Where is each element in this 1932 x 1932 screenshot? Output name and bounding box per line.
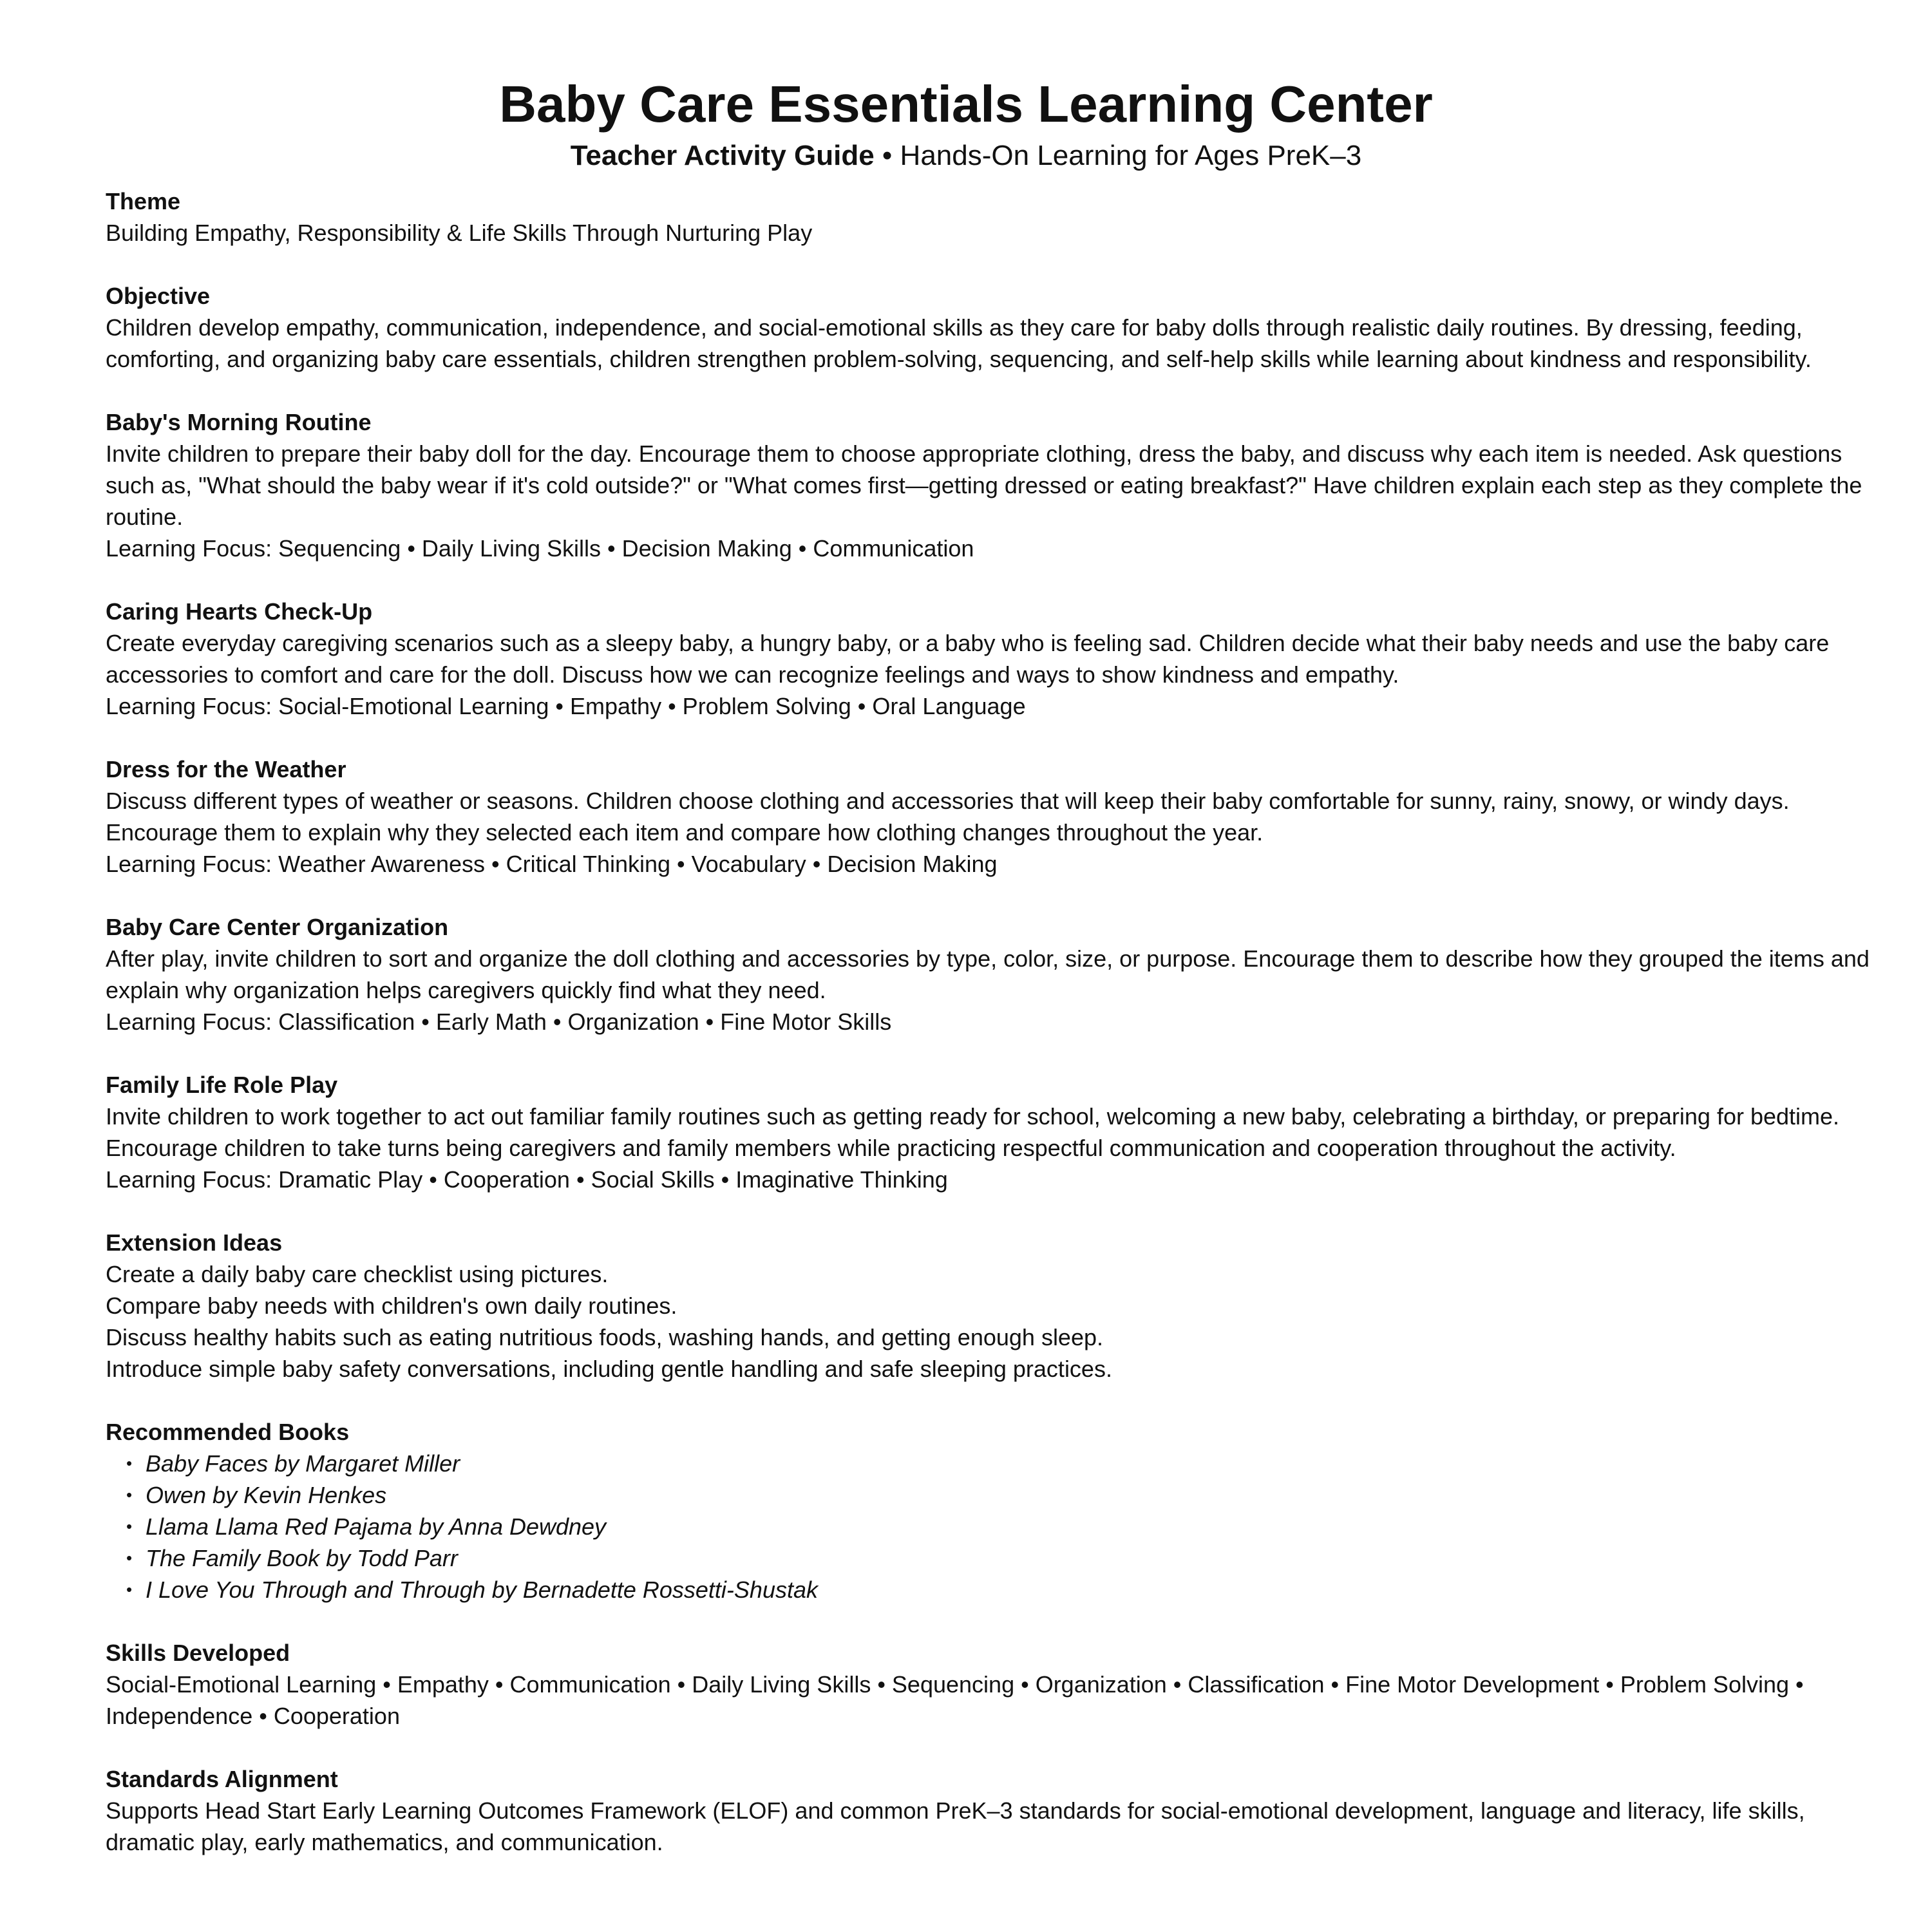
book-item: • Llama Llama Red Pajama by Anna Dewdney <box>146 1511 1870 1542</box>
activity-heading: Caring Hearts Check-Up <box>106 598 373 625</box>
standards-section <box>106 1763 1870 1858</box>
activity-description: Create everyday caregiving scenarios such as a sleepy baby, a hungry baby, or a baby who is feeling sad. Children decide what their baby needs and use the baby care accessories to comfort and care for the doll. Discuss how we can recognize feelings and ways to show kindness and empathy. <box>106 630 1830 688</box>
activity-heading: Baby's Morning Routine <box>106 409 372 435</box>
learning-focus: Learning Focus: Dramatic Play • Cooperation • Social Skills • Imaginative Thinking <box>106 1166 948 1193</box>
theme-text: Building Empathy, Responsibility & Life Skills Through Nurturing Play <box>106 220 813 246</box>
objective-section <box>106 280 1870 375</box>
document-page <box>106 71 1870 1889</box>
activity-caring-hearts <box>106 596 1870 722</box>
extension-idea: Compare baby needs with children's own daily routines. <box>106 1293 677 1319</box>
activity-description: Discuss different types of weather or seasons. Children choose clothing and accessories that will keep their baby comfortable for sunny, rainy, snowy, or windy days. Encourage them to explain why they selected each item and compare how clothing changes throughout the year. <box>106 788 1790 846</box>
activity-dress-weather <box>106 753 1870 880</box>
extension-idea: Introduce simple baby safety conversations, including gentle handling and safe sleeping practices. <box>106 1356 1112 1382</box>
learning-focus: Learning Focus: Social-Emotional Learning • Empathy • Problem Solving • Oral Language <box>106 693 1026 719</box>
learning-focus: Learning Focus: Sequencing • Daily Living Skills • Decision Making • Communication <box>106 535 974 562</box>
theme-heading: Theme <box>106 188 181 214</box>
activity-description: Invite children to work together to act out familiar family routines such as getting ready for school, welcoming a new baby, celebrating a birthday, or preparing for bedtime. Encourage children to take turns being caregivers and family members while practicing respectful communication and cooperation throughout the activity. <box>106 1103 1840 1161</box>
standards-heading: Standards Alignment <box>106 1766 338 1792</box>
book-list <box>106 1448 1870 1605</box>
activity-role-play <box>106 1069 1870 1195</box>
books-section <box>106 1416 1870 1605</box>
objective-text: Children develop empathy, communication, independence, and social-emotional skills as they care for baby dolls through realistic daily routines. By dressing, feeding, comforting, and organizing baby care essentials, children strengthen problem-solving, sequencing, and self-help skills while learning about kindness and responsibility. <box>106 314 1812 372</box>
skills-heading: Skills Developed <box>106 1640 290 1666</box>
activity-organization <box>106 911 1870 1037</box>
extension-idea: Create a daily baby care checklist using pictures. <box>106 1261 609 1287</box>
objective-heading: Objective <box>106 283 211 309</box>
activity-description: After play, invite children to sort and organize the doll clothing and accessories by type, color, size, or purpose. Encourage them to describe how they grouped the items and explain why organization helps caregivers quickly find what they need. <box>106 945 1870 1003</box>
extension-idea: Discuss healthy habits such as eating nutritious foods, washing hands, and getting enough sleep. <box>106 1324 1104 1350</box>
book-item: • I Love You Through and Through by Bernadette Rossetti-Shustak <box>146 1574 1870 1605</box>
book-item: • Baby Faces by Margaret Miller <box>146 1448 1870 1479</box>
standards-text: Supports Head Start Early Learning Outcomes Framework (ELOF) and common PreK–3 standards for social-emotional development, language and literacy, life skills, dramatic play, early mathematics, and communication. <box>106 1797 1805 1855</box>
extension-section <box>106 1227 1870 1385</box>
book-item: • The Family Book by Todd Parr <box>146 1542 1870 1574</box>
subtitle-audience: • Hands-On Learning for Ages PreK–3 <box>874 140 1362 171</box>
books-heading: Recommended Books <box>106 1419 350 1445</box>
learning-focus: Learning Focus: Weather Awareness • Critical Thinking • Vocabulary • Decision Making <box>106 851 998 877</box>
activity-heading: Family Life Role Play <box>106 1072 338 1098</box>
subtitle-guide-label: Teacher Activity Guide <box>570 140 875 171</box>
activity-morning-routine <box>106 406 1870 564</box>
activity-heading: Baby Care Center Organization <box>106 914 449 940</box>
book-item: • Owen by Kevin Henkes <box>146 1479 1870 1511</box>
theme-section <box>106 185 1870 249</box>
page-title: Baby Care Essentials Learning Center <box>499 75 1433 133</box>
activity-heading: Dress for the Weather <box>106 756 346 782</box>
activity-description: Invite children to prepare their baby doll for the day. Encourage them to choose appropriate clothing, dress the baby, and discuss why each item is needed. Ask questions such as, "What should the baby wear if it's cold outside?" or "What comes first—getting dressed or eating breakfast?" Have children explain each step as they complete the routine. <box>106 440 1862 530</box>
extension-heading: Extension Ideas <box>106 1229 283 1256</box>
skills-text: Social-Emotional Learning • Empathy • Communication • Daily Living Skills • Sequencing • Organization • Classification • Fine Motor Development • Problem Solving • Independence • Cooperation <box>106 1671 1804 1729</box>
learning-focus: Learning Focus: Classification • Early Math • Organization • Fine Motor Skills <box>106 1009 892 1035</box>
page-subtitle <box>0 138 1932 174</box>
skills-section <box>106 1637 1870 1732</box>
